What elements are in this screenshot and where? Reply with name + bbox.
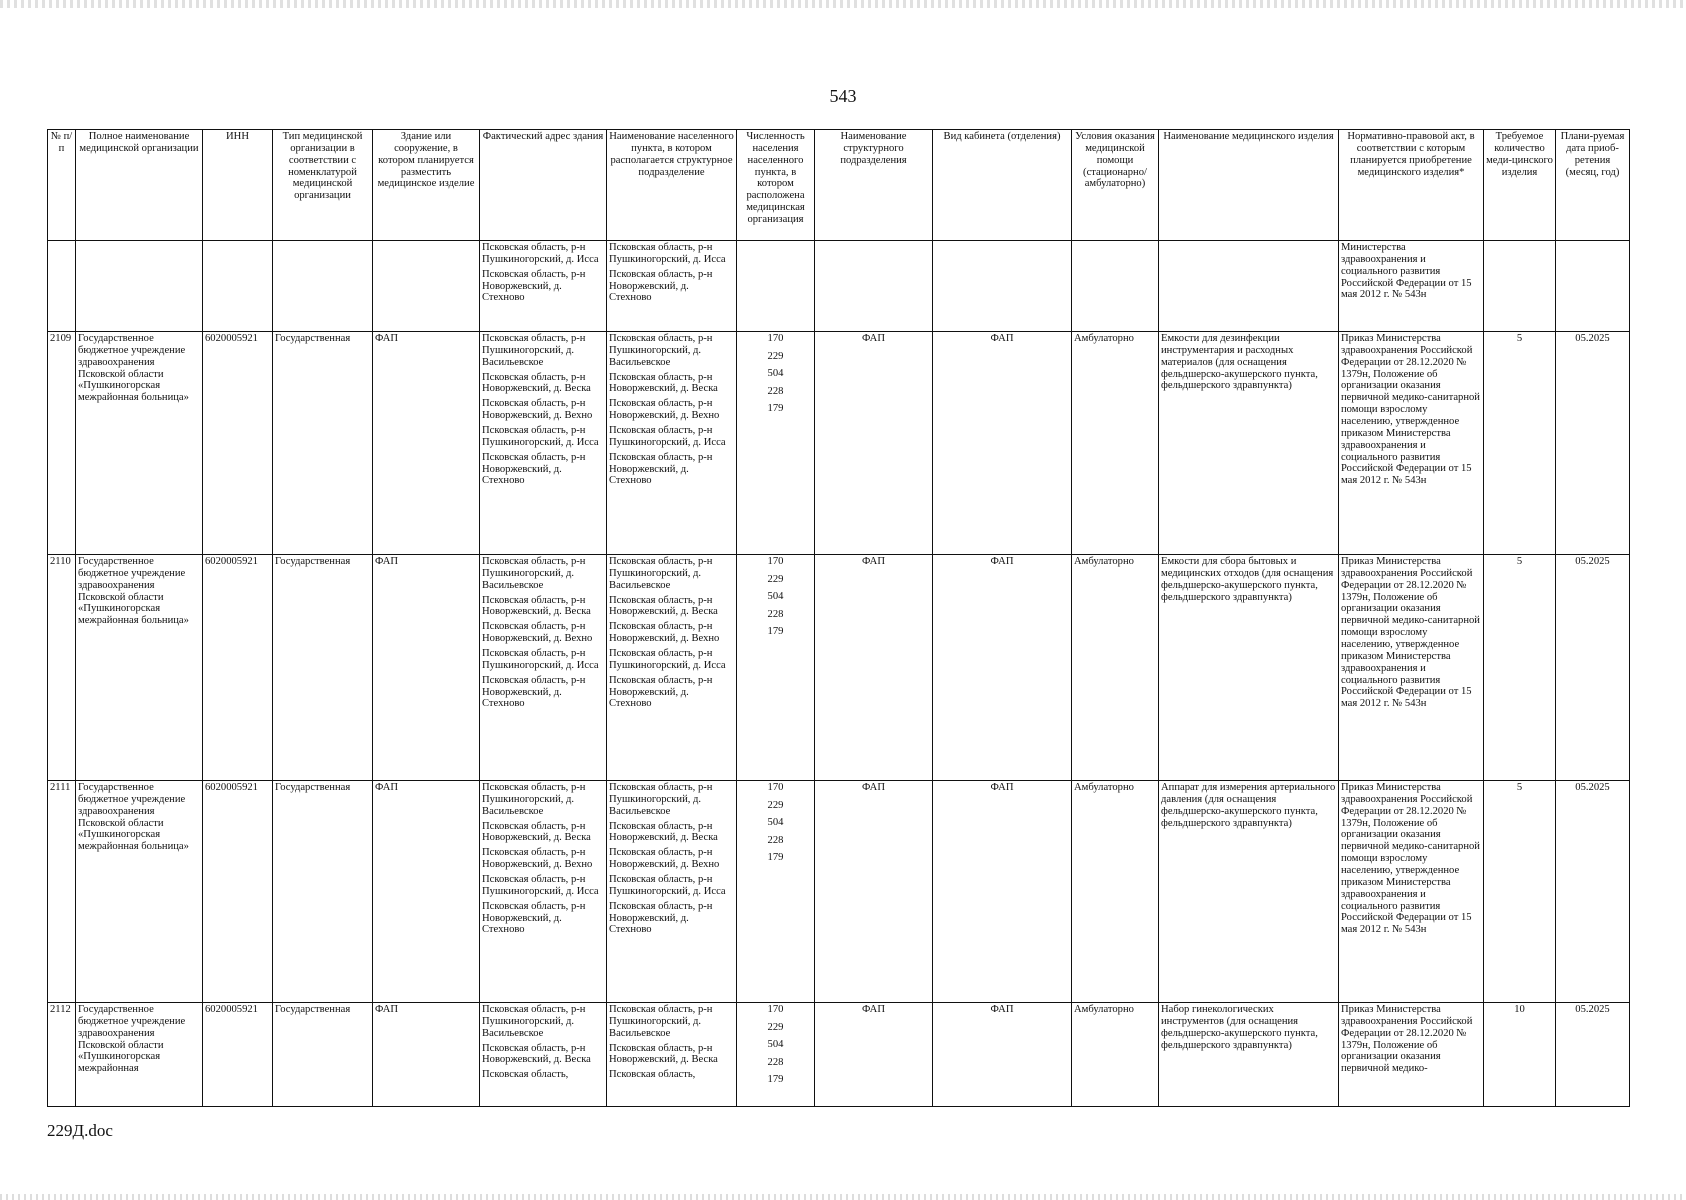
- structural-unit: ФАП: [815, 1003, 933, 1107]
- care-conditions: Амбулаторно: [1072, 555, 1159, 781]
- inn: 6020005921: [203, 332, 273, 555]
- settlement-entry: Псковская область, р-н Новоржевский, д. Веска: [609, 1042, 718, 1066]
- header-org: Полное наименование медицинской организации: [76, 130, 203, 241]
- header-population: Численность населения населенного пункта, в котором расположена медицинская организация: [737, 130, 815, 241]
- settlement-entry: Псковская область, р-н Новоржевский, д. Вехно: [609, 621, 720, 645]
- device-name: Емкости для сбора бытовых и медицинских отходов (для оснащения фельдшерско-акушерского пункта, фельдшерского здравпункта): [1159, 555, 1339, 781]
- address-entry: Псковская область, р-н Пушкиногорский, д. Васильевское: [482, 782, 586, 817]
- population-value: 179: [767, 852, 784, 864]
- table-row: [48, 332, 1630, 555]
- settlement-entry: Псковская область, р-н Новоржевский, д. Вехно: [609, 398, 720, 422]
- legal-act: Приказ Министерства здравоохранения Российской Федерации от 28.12.2020 № 1379н, Положение об организации оказания первичной медико-санитарной помощи взрослому населению, утвержденное приказом Министерства здравоохранения и социального развития Российской Федерации от 15 мая 2012 г. № 543н: [1339, 781, 1484, 1003]
- settlement-list: [607, 555, 737, 781]
- settlement-list: [607, 781, 737, 1003]
- population-value: 179: [767, 1074, 784, 1086]
- device-name: Набор гинекологических инструментов (для оснащения фельдшерско-акушерского пункта, фельдшерского здравпункта): [1159, 1003, 1339, 1107]
- building: ФАП: [373, 781, 480, 1003]
- purchase-date: 05.2025: [1556, 781, 1630, 1003]
- population-value: 170: [767, 556, 784, 567]
- address-entry: Псковская область, р-н Пушкиногорский, д. Васильевское: [482, 333, 586, 368]
- header-settlement: Наименование населенного пункта, в котором располагается структурное подразделение: [607, 130, 737, 241]
- address-list: [480, 781, 607, 1003]
- structural-unit: ФАП: [815, 555, 933, 781]
- table-header-row: [48, 130, 1630, 241]
- continuation-addresses: [480, 241, 607, 332]
- settlement-entry: Псковская область, р-н Пушкиногорский, д. Васильевское: [609, 333, 713, 368]
- footer-filename: 229Д.doc: [47, 1121, 113, 1140]
- population-value: 504: [767, 817, 784, 829]
- population-value: 504: [767, 1039, 784, 1051]
- continuation-row: [48, 241, 1630, 332]
- population-value: 170: [767, 333, 784, 344]
- quantity: 5: [1484, 781, 1556, 1003]
- settlement-entry: Псковская область, р-н Пушкиногорский, д. Васильевское: [609, 1004, 713, 1039]
- settlement-entry: Псковская область, р-н Пушкиногорский, д. Исса: [609, 242, 726, 265]
- address-entry: Псковская область, р-н Новоржевский, д. Вехно: [482, 621, 593, 645]
- address-entry: Псковская область, р-н Пушкиногорский, д. Исса: [482, 648, 599, 671]
- legal-act: Приказ Министерства здравоохранения Российской Федерации от 28.12.2020 № 1379н, Положение об организации оказания первичной медико-санитарной помощи взрослому населению, утвержденное приказом Министерства здравоохранения и социального развития Российской Федерации от 15 мая 2012 г. № 543н: [1339, 555, 1484, 781]
- settlement-entry: Псковская область, р-н Новоржевский, д. Вехно: [609, 847, 720, 871]
- address-list: [480, 555, 607, 781]
- address-entry: Псковская область, р-н Новоржевский, д. Стехново: [482, 268, 586, 304]
- population-value: 228: [767, 608, 784, 620]
- row-number: 2109: [48, 332, 76, 555]
- address-entry: Псковская область, р-н Новоржевский, д. Стехново: [482, 451, 586, 487]
- population-value: 228: [767, 385, 784, 397]
- address-list: [480, 332, 607, 555]
- scan-edge-top: [0, 0, 1686, 8]
- settlement-entry: Псковская область,: [609, 1069, 696, 1081]
- settlement-list: [607, 1003, 737, 1107]
- purchase-date: 05.2025: [1556, 332, 1630, 555]
- cabinet-type: ФАП: [933, 1003, 1072, 1107]
- continuation-act: Министерства здравоохранения и социального развития Российской Федерации от 15 мая 2012 г. № 543н: [1339, 241, 1484, 332]
- address-entry: Псковская область, р-н Новоржевский, д. Веска: [482, 594, 591, 618]
- org-type: Государственная: [273, 781, 373, 1003]
- settlement-entry: Псковская область, р-н Пушкиногорский, д. Исса: [609, 425, 726, 448]
- org-name: Государственное бюджетное учреждение здравоохранения Псковской области «Пушкиногорская межрайонная: [76, 1003, 203, 1107]
- settlement-entry: Псковская область, р-н Новоржевский, д. Стехново: [609, 451, 713, 487]
- table-row: [48, 781, 1630, 1003]
- population-value: 170: [767, 1004, 784, 1015]
- settlement-entry: Псковская область, р-н Новоржевский, д. Веска: [609, 820, 718, 844]
- address-entry: Псковская область, р-н Пушкиногорский, д. Исса: [482, 874, 599, 897]
- inn: 6020005921: [203, 555, 273, 781]
- population-value: 228: [767, 834, 784, 846]
- inn: 6020005921: [203, 1003, 273, 1107]
- address-entry: Псковская область, р-н Пушкиногорский, д. Исса: [482, 425, 599, 448]
- legal-act: Приказ Министерства здравоохранения Российской Федерации от 28.12.2020 № 1379н, Положение об организации оказания первичной медико-: [1339, 1003, 1484, 1107]
- purchase-date: 05.2025: [1556, 1003, 1630, 1107]
- header-device: Наименование медицинского изделия: [1159, 130, 1339, 241]
- population-list: [737, 781, 815, 1003]
- population-value: 504: [767, 591, 784, 603]
- address-list: [480, 1003, 607, 1107]
- org-type: Государственная: [273, 332, 373, 555]
- address-entry: Псковская область, р-н Новоржевский, д. Веска: [482, 1042, 591, 1066]
- settlement-entry: Псковская область, р-н Пушкиногорский, д. Васильевское: [609, 556, 713, 591]
- row-number: 2110: [48, 555, 76, 781]
- address-entry: Псковская область,: [482, 1069, 569, 1081]
- continuation-settlements: [607, 241, 737, 332]
- settlement-entry: Псковская область, р-н Новоржевский, д. Веска: [609, 594, 718, 618]
- settlement-entry: Псковская область, р-н Новоржевский, д. Веска: [609, 371, 718, 395]
- table-row: [48, 555, 1630, 781]
- header-date: Плани-руемая дата приоб-ретения (месяц, год): [1556, 130, 1630, 241]
- data-rows: [48, 332, 1630, 1107]
- settlement-list: [607, 332, 737, 555]
- cabinet-type: ФАП: [933, 555, 1072, 781]
- population-value: 229: [767, 573, 784, 585]
- quantity: 5: [1484, 555, 1556, 781]
- header-building: Здание или сооружение, в котором планируется разместить медицинское изделие: [373, 130, 480, 241]
- settlement-entry: Псковская область, р-н Пушкиногорский, д. Исса: [609, 874, 726, 897]
- header-act: Нормативно-правовой акт, в соответствии с которым планируется приобретение медицинского изделия*: [1339, 130, 1484, 241]
- settlement-entry: Псковская область, р-н Пушкиногорский, д. Исса: [609, 648, 726, 671]
- building: ФАП: [373, 1003, 480, 1107]
- header-conditions: Условия оказания медицинской помощи (стационарно/ амбулаторно): [1072, 130, 1159, 241]
- org-name: Государственное бюджетное учреждение здравоохранения Псковской области «Пушкиногорская межрайонная больница»: [76, 332, 203, 555]
- table-row: [48, 1003, 1630, 1107]
- structural-unit: ФАП: [815, 332, 933, 555]
- population-value: 170: [767, 782, 784, 793]
- address-entry: Псковская область, р-н Новоржевский, д. Стехново: [482, 900, 586, 936]
- address-entry: Псковская область, р-н Новоржевский, д. Вехно: [482, 847, 593, 871]
- page-number: 543: [829, 86, 857, 106]
- population-value: 179: [767, 403, 784, 415]
- structural-unit: ФАП: [815, 781, 933, 1003]
- address-entry: Псковская область, р-н Новоржевский, д. Стехново: [482, 674, 586, 710]
- row-number: 2111: [48, 781, 76, 1003]
- purchase-date: 05.2025: [1556, 555, 1630, 781]
- inn: 6020005921: [203, 781, 273, 1003]
- device-name: Аппарат для измерения артериального давления (для оснащения фельдшерско-акушерского пункта, фельдшерского здравпункта): [1159, 781, 1339, 1003]
- building: ФАП: [373, 332, 480, 555]
- address-entry: Псковская область, р-н Новоржевский, д. Веска: [482, 371, 591, 395]
- population-value: 229: [767, 1021, 784, 1033]
- population-value: 504: [767, 368, 784, 380]
- org-name: Государственное бюджетное учреждение здравоохранения Псковской области «Пушкиногорская межрайонная больница»: [76, 781, 203, 1003]
- address-entry: Псковская область, р-н Новоржевский, д. Вехно: [482, 398, 593, 422]
- header-cabinet: Вид кабинета (отделения): [933, 130, 1072, 241]
- settlement-entry: Псковская область, р-н Пушкиногорский, д. Васильевское: [609, 782, 713, 817]
- address-entry: Псковская область, р-н Новоржевский, д. Веска: [482, 820, 591, 844]
- population-value: 228: [767, 1056, 784, 1068]
- quantity: 5: [1484, 332, 1556, 555]
- org-name: Государственное бюджетное учреждение здравоохранения Псковской области «Пушкиногорская межрайонная больница»: [76, 555, 203, 781]
- header-unit: Наименование структурного подразделения: [815, 130, 933, 241]
- address-entry: Псковская область, р-н Пушкиногорский, д. Исса: [482, 242, 599, 265]
- cabinet-type: ФАП: [933, 332, 1072, 555]
- care-conditions: Амбулаторно: [1072, 781, 1159, 1003]
- address-entry: Псковская область, р-н Пушкиногорский, д. Васильевское: [482, 556, 586, 591]
- cabinet-type: ФАП: [933, 781, 1072, 1003]
- settlement-entry: Псковская область, р-н Новоржевский, д. Стехново: [609, 268, 713, 304]
- settlement-entry: Псковская область, р-н Новоржевский, д. Стехново: [609, 900, 713, 936]
- row-number: 2112: [48, 1003, 76, 1107]
- header-num: № п/п: [48, 130, 76, 241]
- device-name: Емкости для дезинфекции инструментария и расходных материалов (для оснащения фельдшерско-акушерского пункта, фельдшерского здравпункта): [1159, 332, 1339, 555]
- population-list: [737, 332, 815, 555]
- population-value: 179: [767, 626, 784, 638]
- scan-edge-bottom: [0, 1194, 1686, 1200]
- population-value: 229: [767, 350, 784, 362]
- address-entry: Псковская область, р-н Пушкиногорский, д. Васильевское: [482, 1004, 586, 1039]
- population-list: [737, 555, 815, 781]
- header-type: Тип медицинской организации в соответствии с номенклатурой медицинской организации: [273, 130, 373, 241]
- legal-act: Приказ Министерства здравоохранения Российской Федерации от 28.12.2020 № 1379н, Положение об организации оказания первичной медико-санитарной помощи взрослому населению, утвержденное приказом Министерства здравоохранения и социального развития Российской Федерации от 15 мая 2012 г. № 543н: [1339, 332, 1484, 555]
- population-value: 229: [767, 799, 784, 811]
- care-conditions: Амбулаторно: [1072, 332, 1159, 555]
- quantity: 10: [1484, 1003, 1556, 1107]
- settlement-entry: Псковская область, р-н Новоржевский, д. Стехново: [609, 674, 713, 710]
- building: ФАП: [373, 555, 480, 781]
- care-conditions: Амбулаторно: [1072, 1003, 1159, 1107]
- org-type: Государственная: [273, 1003, 373, 1107]
- procurement-table: [47, 129, 1630, 1107]
- header-inn: ИНН: [203, 130, 273, 241]
- population-list: [737, 1003, 815, 1107]
- org-type: Государственная: [273, 555, 373, 781]
- header-qty: Требуемое количество меди-цинского изделия: [1484, 130, 1556, 241]
- header-address: Фактический адрес здания: [480, 130, 607, 241]
